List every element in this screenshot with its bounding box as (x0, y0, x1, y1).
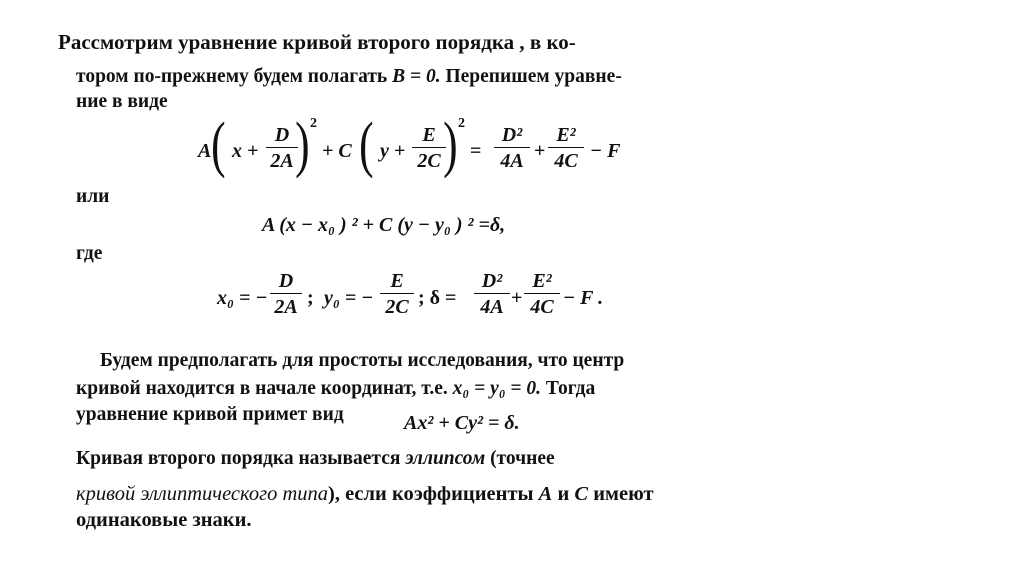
para2-line-2 (76, 378, 595, 400)
eq1-frac-3-den: 4A (500, 150, 524, 172)
para3-line-3: одинаковые знаки. (76, 509, 252, 531)
eq3-frac-4-num: E² (532, 270, 552, 292)
eq3-frac-1 (270, 270, 302, 318)
para3-line-2-tail: имеют (588, 483, 654, 505)
where-label: где (76, 243, 103, 264)
eq1-frac-4 (548, 124, 584, 172)
para2-line-2-math: x₀ = y₀ = 0. (452, 378, 542, 399)
eq1-frac-4-num: E² (556, 124, 576, 146)
eq1-frac-1-num: D (274, 124, 290, 146)
eq3-x0: x₀ = − (217, 287, 268, 309)
or-label: или (76, 186, 110, 207)
para3-line-2-mid: ), если коэффициенты (328, 483, 539, 505)
eq3-delta: ; δ = (418, 287, 457, 309)
eq3-frac-3-num: D² (481, 270, 503, 292)
eq1-right-paren-1: ) (295, 111, 310, 179)
eq3-frac-4-den: 4C (530, 296, 554, 318)
eq1-frac-1-den: 2A (270, 150, 294, 172)
eq1-left-paren-1: ( (211, 111, 226, 179)
eq1-frac-1 (266, 124, 298, 172)
para2-line-2-text: кривой находится в начале координат, т.е. (76, 378, 453, 399)
eq3-plus: + (511, 287, 523, 309)
eq3-semicolon-1: ; (307, 287, 314, 309)
para3-var-A: A (538, 483, 553, 505)
para3-term-ellipse: эллипсом (405, 448, 486, 469)
eq1-A: A (198, 140, 212, 162)
eq3-y0: y₀ = − (324, 287, 374, 309)
para3-and: и (552, 483, 575, 505)
eq1-frac-3-num: D² (501, 124, 523, 146)
eq1-x-plus: x + (232, 140, 259, 162)
eq1-frac-2-den: 2C (417, 150, 441, 172)
eq1-left-paren-2: ( (359, 111, 374, 179)
intro-line-1: Рассмотрим уравнение кривой второго порядка , в ко- (58, 30, 576, 54)
eq1-right-paren-2: ) (443, 111, 458, 179)
eq3-frac-4-bar (524, 293, 560, 294)
eq1-frac-1-bar (266, 147, 298, 148)
eq1-equals: = (470, 140, 482, 162)
eq3-frac-3 (474, 270, 510, 318)
eq3-minus-F: − F . (563, 287, 604, 309)
eq3-frac-1-den: 2A (274, 296, 298, 318)
para3-line-2 (76, 483, 654, 506)
intro-line-3: ние в виде (76, 91, 168, 112)
eq1-frac-2-num: E (422, 124, 436, 146)
para3-line-2-italic: кривой эллиптического типа (76, 483, 328, 505)
equation-2: A (x − x₀ ) ² + C (y − y₀ ) ² =δ, (262, 214, 506, 236)
para3-line-1 (76, 448, 555, 470)
eq3-frac-2 (380, 270, 414, 318)
eq3-frac-4 (524, 270, 560, 318)
intro-line-2-text: тором по-прежнему будем полагать (76, 66, 393, 87)
intro-line-2 (76, 66, 622, 88)
eq1-frac-4-den: 4C (554, 150, 578, 172)
eq3-frac-2-den: 2C (385, 296, 409, 318)
para2-line-2-tail: Тогда (541, 378, 596, 399)
para3-line-1-text: Кривая второго порядка называется (76, 448, 406, 469)
eq1-frac-4-bar (548, 147, 584, 148)
eq1-frac-3 (494, 124, 530, 172)
eq3-frac-2-num: E (390, 270, 404, 292)
eq3-frac-3-bar (474, 293, 510, 294)
intro-line-2-tail: Перепишем уравне- (440, 66, 622, 87)
eq3-frac-1-num: D (278, 270, 294, 292)
para2-equation: Ax² + Cy² = δ. (404, 412, 520, 434)
eq1-exp-2: 2 (458, 116, 465, 131)
para2-line-3: уравнение кривой примет вид (76, 404, 344, 425)
eq3-frac-1-bar (270, 293, 302, 294)
eq1-frac-3-bar (494, 147, 530, 148)
eq1-frac-2 (412, 124, 446, 172)
eq3-frac-3-den: 4A (480, 296, 504, 318)
eq1-y-plus: y + (380, 140, 406, 162)
eq1-plus: + (534, 140, 546, 162)
eq1-minus-F: − F (590, 140, 621, 162)
para3-var-C: C (574, 483, 589, 505)
eq1-exp-1: 2 (310, 116, 317, 131)
eq3-frac-2-bar (380, 293, 414, 294)
para2-line-1: Будем предполагать для простоты исследования, что центр (100, 350, 625, 371)
eq1-plus-C: + C (322, 140, 352, 162)
eq1-frac-2-bar (412, 147, 446, 148)
para3-line-1-tail: (точнее (485, 448, 555, 469)
intro-line-2-math: B = 0. (392, 66, 441, 87)
